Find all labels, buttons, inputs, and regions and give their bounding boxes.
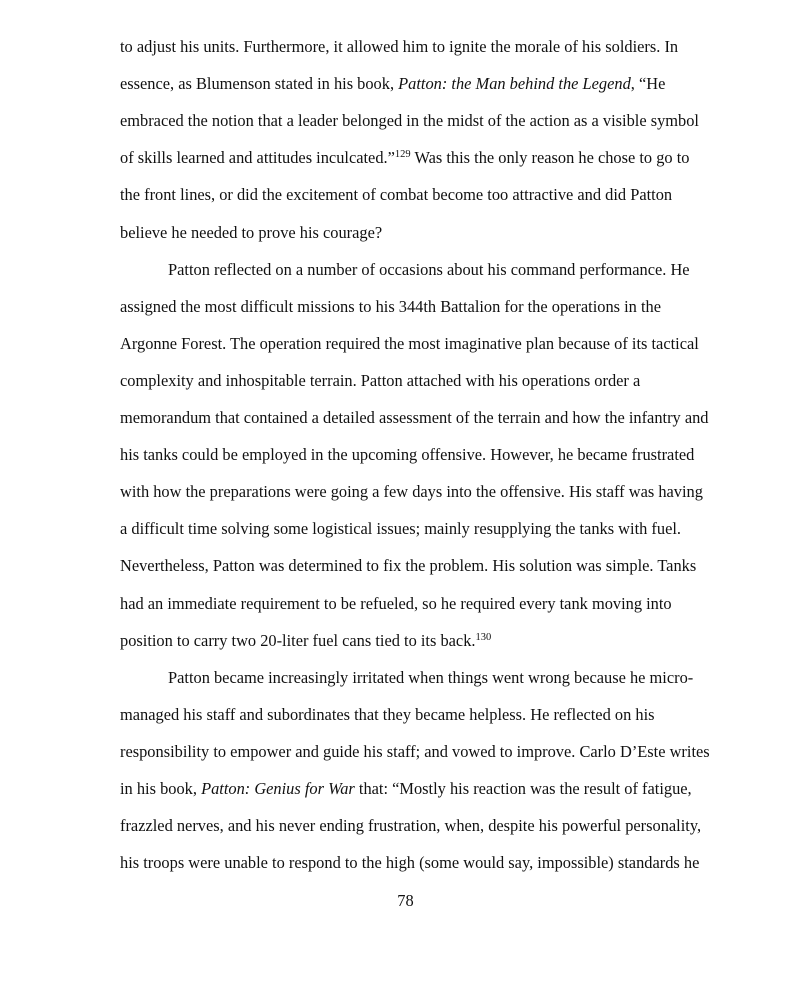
text-run: responsibility to empower and guide his staff; and vowed to improve. Carlo D’Este writes [120,741,710,761]
text-run: of skills learned and attitudes inculcated.” [120,148,395,168]
text-run: memorandum that contained a detailed assessment of the terrain and how the infantry and [120,408,709,427]
text-line [120,297,661,317]
text-run: , “He [630,74,666,94]
text-run: managed his staff and subordinates that they became helpless. He reflected on his [120,704,655,724]
footnote-reference: 129 [394,149,411,161]
text-run: Patton reflected on a number of occasions about his command performance. He [168,259,690,279]
text-run: Was this the only reason he chose to go to [410,148,690,168]
text-run: the front lines, or did the excitement of combat become too attractive and did Patton [120,185,673,205]
book-title: Patton: the Man behind the Legend [398,74,631,94]
text-line [120,705,655,725]
text-line [120,853,699,873]
text-line [120,371,640,391]
page-number: 78 [397,891,414,910]
text-line [120,185,672,205]
text-run: that: “Mostly his reaction was the result of fatigue, [354,779,692,798]
text-line [120,594,672,614]
text-run: a difficult time solving some logistical issues; mainly resupplying the tanks with fuel. [120,519,682,539]
text-run: his tanks could be employed in the upcoming offensive. However, he became frustrated [120,445,695,465]
text-line [120,482,703,502]
book-title: Patton: Genius for War [201,779,355,798]
text-line [120,742,710,762]
text-run: complexity and inhospitable terrain. Patton attached with his operations order a [120,370,641,390]
text-line [120,408,709,428]
text-run: frazzled nerves, and his never ending frustration, when, despite his powerful personality, [120,816,702,836]
text-line [120,779,692,799]
text-run: Argonne Forest. The operation required the most imaginative plan because of its tactical [120,333,699,353]
text-run: assigned the most difficult missions to his 344th Battalion for the operations in the [120,296,661,316]
text-run: believe he needed to prove his courage? [120,222,383,242]
text-line [120,445,694,465]
text-line [120,334,699,354]
text-line [120,111,699,131]
text-run: in his book, [120,779,202,798]
text-run: essence, as Blumenson stated in his book, [120,74,399,94]
text-run: position to carry two 20-liter fuel cans tied to its back. [120,630,476,650]
text-line [120,148,689,168]
text-line [168,668,693,688]
text-line [120,631,491,651]
text-run: with how the preparations were going a few days into the offensive. His staff was having [120,482,703,502]
text-run: embraced the notion that a leader belonged in the midst of the action as a visible symbol [120,111,699,131]
text-line [120,37,678,57]
text-line [120,223,382,243]
footnote-reference: 130 [475,631,492,643]
text-run: had an immediate requirement to be refueled, so he required every tank moving into [120,593,672,613]
text-line [120,556,696,576]
text-run: his troops were unable to respond to the high (some would say, impossible) standards he [120,853,700,873]
text-run: Patton became increasingly irritated when things went wrong because he micro- [168,667,694,687]
text-line [120,74,665,94]
text-run: Nevertheless, Patton was determined to fix the problem. His solution was simple. Tanks [120,556,697,576]
text-run: to adjust his units. Furthermore, it allowed him to ignite the morale of his soldiers. In [120,37,679,56]
text-line [120,519,681,539]
text-line [120,816,701,836]
text-line [168,260,690,280]
